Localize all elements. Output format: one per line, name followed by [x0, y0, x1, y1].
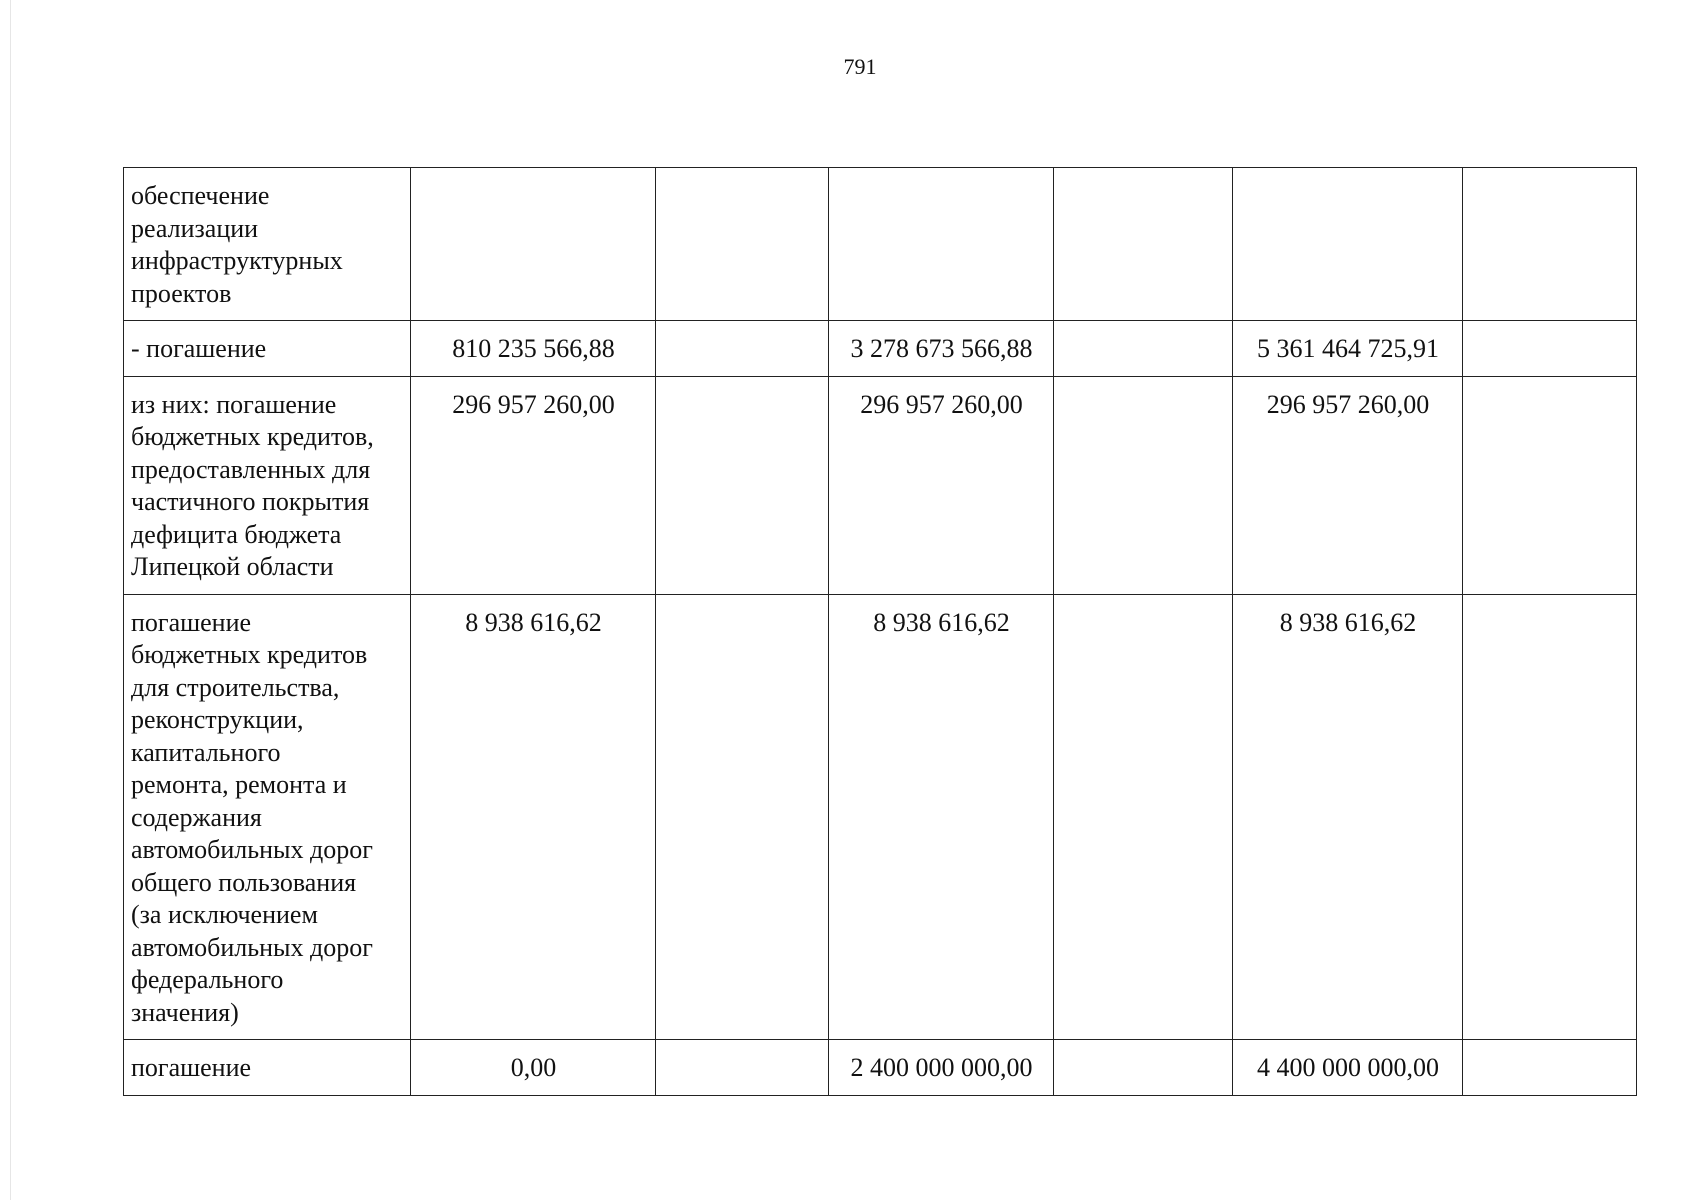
- row-label: обеспечение реализации инфраструктурных проектов: [124, 168, 411, 321]
- table-row: [124, 594, 1637, 1040]
- table-cell: [1463, 594, 1637, 1040]
- budget-table: [123, 167, 1637, 1096]
- table-cell: [1233, 168, 1463, 321]
- table-cell: [1054, 321, 1233, 377]
- table-cell: [1463, 168, 1637, 321]
- table-cell: 2 400 000 000,00: [829, 1040, 1054, 1096]
- table-cell: 810 235 566,88: [411, 321, 656, 377]
- table-cell: 8 938 616,62: [1233, 594, 1463, 1040]
- table-cell: [1463, 321, 1637, 377]
- table-cell: [1463, 376, 1637, 594]
- table-cell: [656, 168, 829, 321]
- scan-edge-line: [10, 0, 11, 1200]
- table-cell: [1463, 1040, 1637, 1096]
- table-cell: [656, 594, 829, 1040]
- table-cell: 8 938 616,62: [829, 594, 1054, 1040]
- row-label: погашение: [124, 1040, 411, 1096]
- table-cell: [656, 1040, 829, 1096]
- table-cell: [656, 376, 829, 594]
- table-cell: 5 361 464 725,91: [1233, 321, 1463, 377]
- table-cell: [1054, 376, 1233, 594]
- row-label: - погашение: [124, 321, 411, 377]
- table-cell: 3 278 673 566,88: [829, 321, 1054, 377]
- table-cell: 8 938 616,62: [411, 594, 656, 1040]
- table-row: [124, 376, 1637, 594]
- table-cell: 4 400 000 000,00: [1233, 1040, 1463, 1096]
- table-cell: [1054, 1040, 1233, 1096]
- table-cell: [411, 168, 656, 321]
- table-cell: [1054, 594, 1233, 1040]
- table-cell: [1054, 168, 1233, 321]
- row-label: из них: погашение бюджетных кредитов, предоставленных для частичного покрытия дефицита бюджета Липецкой области: [124, 376, 411, 594]
- page-number: 791: [843, 54, 877, 79]
- table-cell: 296 957 260,00: [1233, 376, 1463, 594]
- table-row: [124, 321, 1637, 377]
- table-cell: 296 957 260,00: [829, 376, 1054, 594]
- table-cell: 0,00: [411, 1040, 656, 1096]
- table-cell: [656, 321, 829, 377]
- table-row: [124, 168, 1637, 321]
- table-cell: 296 957 260,00: [411, 376, 656, 594]
- row-label: погашение бюджетных кредитов для строительства, реконструкции, капитального ремонта, ремонта и содержания автомобильных дорог общего пользования (за исключением автомобильных дорог федерального значения): [124, 594, 411, 1040]
- table-row: [124, 1040, 1637, 1096]
- table-cell: [829, 168, 1054, 321]
